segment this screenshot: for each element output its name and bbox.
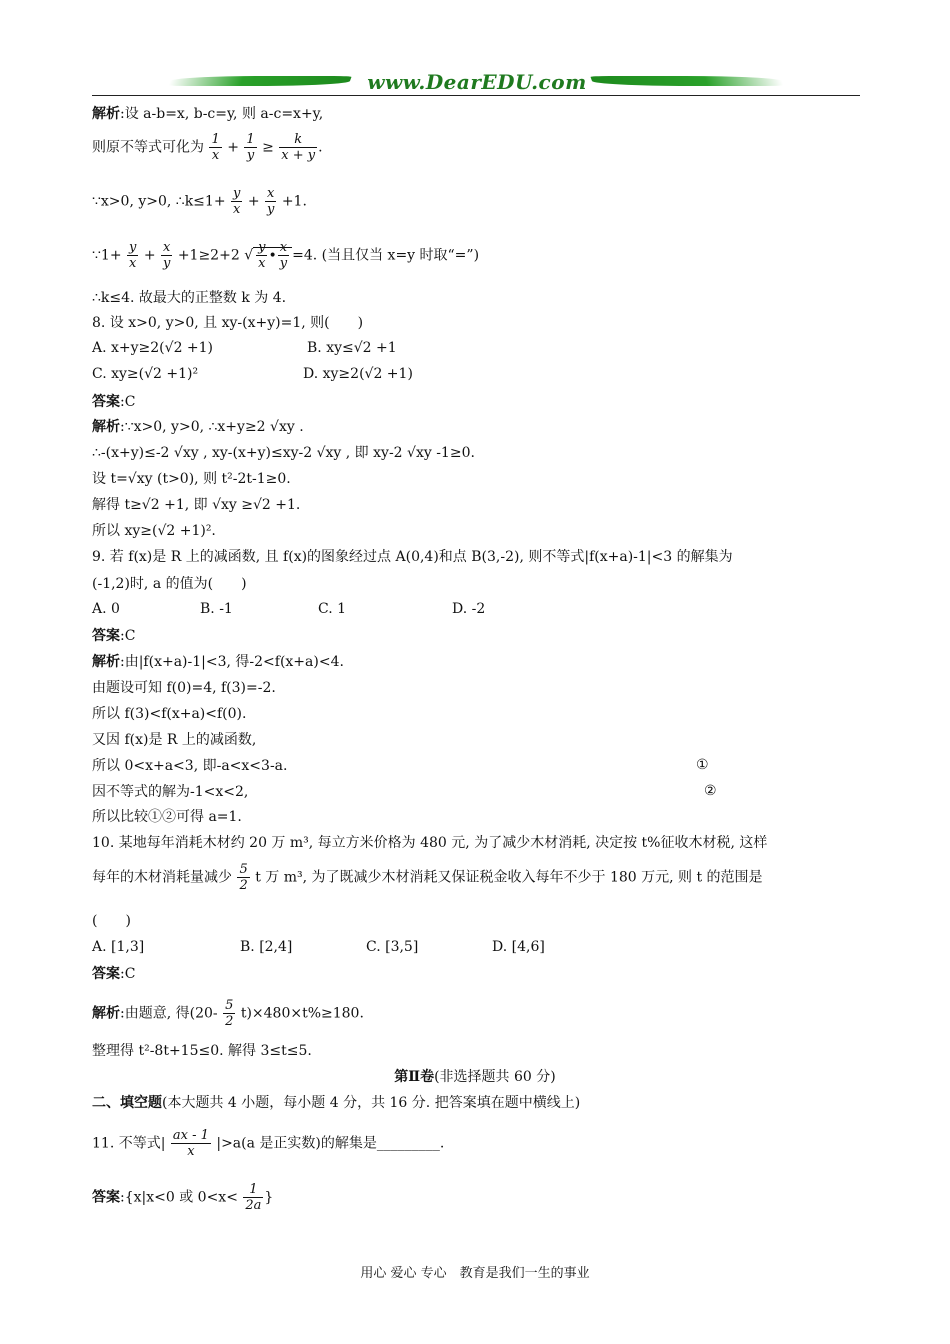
fraction — [278, 240, 289, 271]
text: + — [247, 193, 260, 210]
numerator: y — [233, 186, 241, 201]
q8-solution-line4: 解得 t≥√2 +1, 即 √xy ≥√2 +1. — [92, 497, 301, 513]
q9-solution-line2: 由题设可知 f(0)=4, f(3)=-2. — [92, 680, 276, 696]
q9-stem-line1: 9. 若 f(x)是 R 上的减函数, 且 f(x)的图象经过点 A(0,4)和点 B(3,-2), 则不等式|f(x+a)-1|<3 的解集为 — [92, 549, 733, 565]
q10-stem-line3: ( ) — [92, 913, 131, 929]
q8-solution-line2: ∴-(x+y)≤-2 √xy , xy-(x+y)≤xy-2 √xy , 即 xy-2 √xy -1≥0. — [92, 445, 475, 461]
section-heading — [92, 1094, 580, 1112]
text: :由|f(x+a)-1|<3, 得-2<f(x+a)<4. — [120, 654, 344, 670]
denominator: y — [279, 256, 288, 271]
q9-option-b: B. -1 — [200, 601, 233, 617]
part2-title — [0, 1068, 950, 1086]
text: :C — [120, 394, 136, 410]
text: :C — [120, 628, 136, 644]
denominator: x — [211, 148, 220, 163]
q9-option-a: A. 0 — [92, 601, 120, 617]
text: |>a(a 是正实数)的解集是_________. — [216, 1135, 445, 1152]
denominator: x + y — [281, 148, 316, 163]
denominator: x — [233, 202, 241, 217]
fraction — [209, 132, 221, 163]
text: } — [264, 1189, 274, 1206]
answer-label: 答案 — [92, 394, 120, 410]
numerator: 1 — [211, 132, 220, 147]
text: (非选择题共 60 分) — [434, 1069, 556, 1085]
text: :{x|x<0 或 0<x< — [120, 1189, 238, 1206]
q8-stem: 8. 设 x>0, y>0, 且 xy-(x+y)=1, 则( ) — [92, 315, 364, 331]
q9-option-d: D. -2 — [452, 601, 486, 617]
q7-conclusion: ∴k≤4. 故最大的正整数 k 为 4. — [92, 290, 287, 306]
text: +1≥2+2 — [177, 247, 240, 264]
header-rule — [92, 95, 860, 96]
q10-answer — [92, 965, 135, 983]
text: t 万 m³, 为了既减少木材消耗又保证税金收入每年不少于 180 万元, 则 t 的范围是 — [255, 869, 763, 886]
denominator: 2a — [245, 1198, 262, 1213]
denominator: 2 — [225, 1014, 234, 1029]
denominator: x — [129, 256, 137, 271]
text: 11. 不等式| — [92, 1135, 166, 1152]
text: +1. — [281, 193, 307, 210]
q8-option-d: D. xy≥2(√2 +1) — [303, 366, 413, 382]
q7-solution-line4 — [92, 240, 479, 271]
left-swoosh-decoration — [168, 76, 352, 86]
site-logo: www.DearEDU.com — [367, 70, 587, 94]
q10-stem-line2 — [92, 862, 763, 893]
denominator: x — [187, 1144, 195, 1159]
fraction — [256, 240, 267, 271]
numerator: 1 — [243, 1182, 263, 1198]
text: :C — [120, 966, 136, 982]
q8-answer — [92, 393, 135, 411]
page-footer: 用心 爱心 专心 教育是我们一生的事业 — [360, 1266, 590, 1281]
q9-solution-line6: 因不等式的解为-1<x<2, — [92, 784, 249, 800]
q8-option-c: C. xy≥(√2 +1)² — [92, 366, 199, 382]
fraction — [171, 1128, 211, 1159]
q9-solution-line3: 所以 f(3)<f(x+a)<f(0). — [92, 706, 247, 722]
denominator: 2 — [239, 878, 248, 893]
denominator: x — [258, 256, 266, 271]
page-header — [92, 68, 860, 98]
text: :设 a-b=x, b-c=y, 则 a-c=x+y, — [120, 106, 324, 122]
q7-solution-line3 — [92, 186, 307, 217]
q7-solution-line2 — [92, 132, 323, 163]
text: + — [227, 139, 239, 156]
q10-option-c: C. [3,5] — [366, 939, 419, 955]
q11-answer — [92, 1182, 273, 1213]
numerator: x — [265, 186, 276, 202]
q10-solution-line2: 整理得 t²-8t+15≤0. 解得 3≤t≤5. — [92, 1043, 312, 1059]
numerator: k — [279, 132, 317, 148]
q9-marker-2: ② — [704, 783, 717, 799]
numerator: y — [258, 240, 266, 255]
q10-stem-line1: 10. 某地每年消耗木材约 20 万 m³, 每立方米价格为 480 元, 为了减少木材消耗, 决定按 t%征收木材税, 这样 — [92, 835, 768, 851]
text: 第Ⅱ卷 — [394, 1069, 435, 1085]
answer-label: 答案 — [92, 966, 120, 982]
q9-marker-1: ① — [696, 757, 709, 773]
text: + — [143, 247, 156, 264]
text: 则原不等式可化为 — [92, 139, 204, 156]
q11-stem — [92, 1128, 444, 1159]
q8-solution-line3: 设 t=√xy (t>0), 则 t²-2t-1≥0. — [92, 471, 291, 487]
q7-solution-line1 — [92, 105, 323, 123]
denominator: y — [163, 256, 171, 271]
denominator: y — [246, 148, 255, 163]
numerator: 1 — [246, 132, 255, 147]
text: t)×480×t%≥180. — [240, 1005, 364, 1022]
fraction — [223, 998, 235, 1029]
denominator: y — [267, 202, 275, 217]
numerator: 5 — [225, 998, 234, 1013]
q8-option-a: A. x+y≥2(√2 +1) — [92, 340, 214, 356]
text: :由题意, 得(20- — [120, 1005, 218, 1022]
numerator: x — [278, 240, 289, 256]
q9-option-c: C. 1 — [318, 601, 347, 617]
fraction — [161, 240, 172, 271]
q9-solution-line1 — [92, 653, 344, 671]
fraction — [231, 186, 242, 217]
text: ≥ — [262, 139, 274, 156]
fraction — [279, 132, 317, 163]
fraction — [265, 186, 276, 217]
solution-label: 解析 — [92, 106, 120, 122]
q8-option-b: B. xy≤√2 +1 — [307, 340, 397, 356]
text: =4. (当且仅当 x=y 时取“=”) — [292, 247, 480, 264]
q10-option-d: D. [4,6] — [492, 939, 545, 955]
q8-solution-line1 — [92, 418, 304, 436]
numerator: ax - 1 — [172, 1128, 209, 1143]
text: • — [268, 247, 277, 264]
q8-solution-line5: 所以 xy≥(√2 +1)². — [92, 523, 216, 539]
text: ∵x>0, y>0, ∴k≤1+ — [92, 193, 226, 210]
fraction — [243, 1182, 263, 1213]
q9-answer — [92, 627, 135, 645]
q10-solution-line1 — [92, 998, 364, 1029]
text: 二、填空题 — [92, 1095, 162, 1111]
q10-option-b: B. [2,4] — [240, 939, 293, 955]
q10-option-a: A. [1,3] — [92, 939, 145, 955]
solution-label: 解析 — [92, 419, 120, 435]
text: . — [318, 139, 323, 156]
square-root: √ $\frac{y}{x}$ • $\frac{x}{y}$ — [244, 247, 292, 264]
numerator: 5 — [239, 862, 248, 877]
q9-stem-line2: (-1,2)时, a 的值为( ) — [92, 576, 247, 592]
q9-solution-line7: 所以比较①②可得 a=1. — [92, 809, 242, 825]
answer-label: 答案 — [92, 1189, 120, 1206]
text: (本大题共 4 小题，每小题 4 分，共 16 分. 把答案填在题中横线上) — [162, 1095, 581, 1111]
numerator: y — [129, 240, 137, 255]
text: :∵x>0, y>0, ∴x+y≥2 √xy . — [120, 419, 304, 435]
solution-label: 解析 — [92, 654, 120, 670]
fraction — [127, 240, 138, 271]
q9-solution-line4: 又因 f(x)是 R 上的减函数, — [92, 732, 257, 748]
fraction — [244, 132, 256, 163]
text: ∵1+ — [92, 247, 122, 264]
answer-label: 答案 — [92, 628, 120, 644]
q9-solution-line5: 所以 0<x+a<3, 即-a<x<3-a. — [92, 758, 288, 774]
numerator: x — [161, 240, 172, 256]
right-swoosh-decoration — [590, 76, 784, 86]
text: 每年的木材消耗量减少 — [92, 869, 232, 886]
solution-label: 解析 — [92, 1005, 120, 1022]
fraction — [237, 862, 249, 893]
